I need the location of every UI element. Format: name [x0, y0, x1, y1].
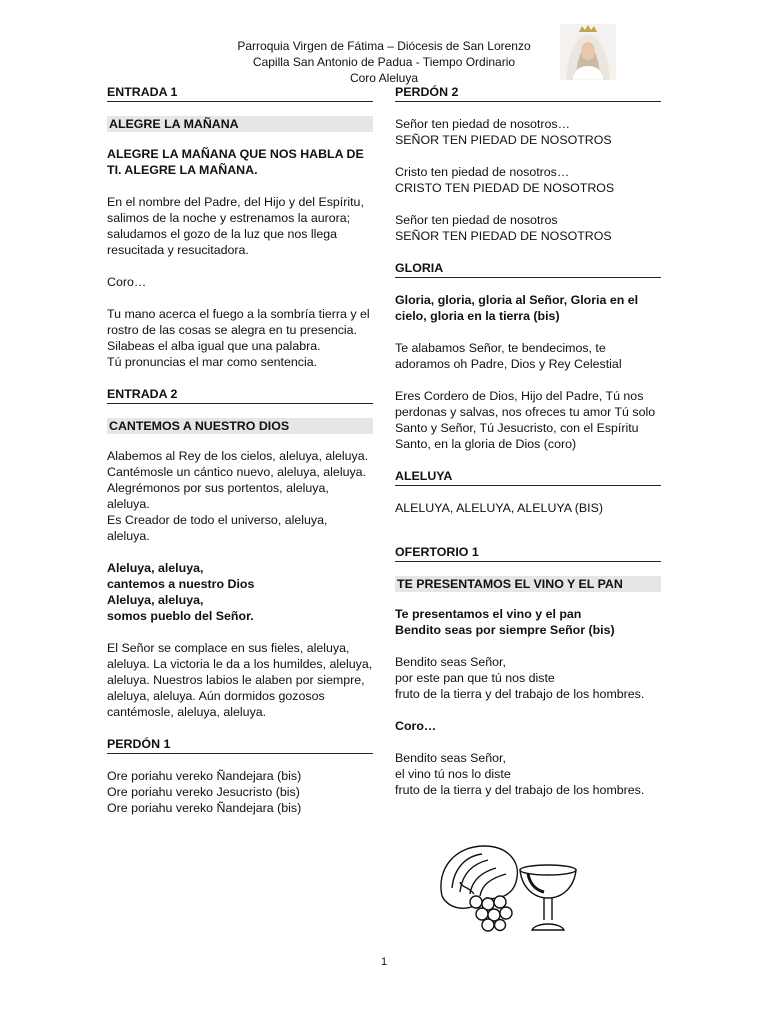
verse-line: Tu mano acerca el fuego a la sombría tierra y el rostro de las cosas se alegra en tu presencia.: [107, 307, 370, 337]
verse-line: Bendito seas Señor,: [395, 751, 506, 765]
verse-block: [107, 768, 373, 816]
verse-text: ALELUYA, ALELUYA, ALELUYA (BIS): [395, 501, 603, 515]
verse-line: Silabeas el alba igual que una palabra.: [107, 339, 321, 353]
song-title-te-presentamos: TE PRESENTAMOS EL VINO Y EL PAN: [395, 576, 661, 592]
verse-line: el vino tú nos lo diste: [395, 767, 511, 781]
verse-text: Eres Cordero de Dios, Hijo del Padre, Tú nos perdonas y salvas, nos ofreces tu amor Tú solo Santo y Señor, Tú Jesucristo, con el Espíritu Santo, en la gloria de Dios (coro): [395, 389, 656, 451]
song-title-alegre-la-manana: ALEGRE LA MAÑANA: [107, 116, 373, 132]
chorus-line: Bendito seas por siempre Señor (bis): [395, 623, 615, 637]
coro-marker: Coro…: [107, 275, 147, 289]
verse-line: Cristo ten piedad de nosotros…: [395, 165, 570, 179]
verse-line: CRISTO TEN PIEDAD DE NOSOTROS: [395, 181, 615, 195]
verse-line: fruto de la tierra y del trabajo de los hombres.: [395, 783, 645, 797]
section-heading-perdon-1: PERDÓN 1: [107, 736, 373, 754]
page-header: [200, 38, 568, 86]
verse-line: Ore poriahu vereko Ñandejara (bis): [107, 769, 302, 783]
header-parish: Parroquia Virgen de Fátima – Diócesis de San Lorenzo: [237, 39, 531, 53]
section-heading-aleluya: ALELUYA: [395, 468, 661, 486]
verse-line: Alegrémonos por sus portentos, aleluya, aleluya.: [107, 481, 329, 511]
verse-line: Ore poriahu vereko Jesucristo (bis): [107, 785, 300, 799]
verse-text: En el nombre del Padre, del Hijo y del Espíritu, salimos de la noche y estrenamos la aurora; saludamos el gozo de la luz que nos llega resucitada y resucitadora.: [107, 195, 364, 257]
verse-text: Te alabamos Señor, te bendecimos, te adoramos oh Padre, Dios y Rey Celestial: [395, 341, 622, 371]
verse-line: Bendito seas Señor,: [395, 655, 506, 669]
section-heading-ofertorio-1: OFERTORIO 1: [395, 544, 661, 562]
coro-marker: Coro…: [395, 719, 437, 733]
verse-line: Tú pronuncias el mar como sentencia.: [107, 355, 318, 369]
header-chapel: Capilla San Antonio de Padua - Tiempo Ordinario: [252, 55, 516, 69]
verse-block: [395, 164, 661, 196]
verse-block: [395, 654, 661, 702]
verse-line: por este pan que tú nos diste: [395, 671, 555, 685]
left-column: [107, 84, 373, 832]
section-heading-perdon-2: PERDÓN 2: [395, 84, 661, 102]
verse-block: [395, 750, 661, 798]
chorus-text: ALEGRE LA MAÑANA QUE NOS HABLA DE TI. ALEGRE LA MAÑANA.: [107, 147, 364, 177]
chorus-line: Aleluya, aleluya,: [107, 561, 204, 575]
verse-line: Ore poriahu vereko Ñandejara (bis): [107, 801, 302, 815]
verse-line: Señor ten piedad de nosotros: [395, 213, 558, 227]
chorus-block: [395, 606, 661, 638]
right-column: [395, 84, 661, 814]
verse-block: [395, 212, 661, 244]
chorus-line: cantemos a nuestro Dios: [107, 577, 255, 591]
chorus-line: Aleluya, aleluya,: [107, 593, 204, 607]
header-choir: Coro Aleluya: [349, 71, 419, 85]
verse-line: SEÑOR TEN PIEDAD DE NOSOTROS: [395, 229, 612, 243]
page-number: 1: [380, 956, 388, 968]
chorus-text: Gloria, gloria, gloria al Señor, Gloria en el cielo, gloria en la tierra (bis): [395, 293, 639, 323]
verse-line: Cantémosle un cántico nuevo, aleluya, aleluya.: [107, 465, 366, 479]
chorus-line: Te presentamos el vino y el pan: [395, 607, 582, 621]
verse-block: [395, 116, 661, 148]
verse-line: fruto de la tierra y del trabajo de los hombres.: [395, 687, 645, 701]
bread-grapes-chalice-icon: [436, 838, 586, 932]
section-heading-entrada-2: ENTRADA 2: [107, 386, 373, 404]
chorus-line: somos pueblo del Señor.: [107, 609, 254, 623]
verse-block: [107, 448, 373, 544]
verse-line: Es Creador de todo el universo, aleluya, aleluya.: [107, 513, 328, 543]
verse-line: SEÑOR TEN PIEDAD DE NOSOTROS: [395, 133, 612, 147]
verse-text: El Señor se complace en sus fieles, aleluya, aleluya. La victoria le da a los humildes, aleluya, aleluya. Nuestros labios le alaben por siempre, aleluya, aleluya. Aún dormidos gozosos cantémosle, aleluya, aleluya.: [107, 641, 373, 719]
verse-line: Alabemos al Rey de los cielos, aleluya, aleluya.: [107, 449, 369, 463]
section-heading-gloria: GLORIA: [395, 260, 661, 278]
section-heading-entrada-1: ENTRADA 1: [107, 84, 373, 102]
verse-block: [107, 306, 373, 370]
virgin-mary-portrait-icon: [560, 24, 616, 80]
song-title-cantemos: CANTEMOS A NUESTRO DIOS: [107, 418, 373, 434]
chorus-block: [107, 560, 373, 624]
verse-line: Señor ten piedad de nosotros…: [395, 117, 570, 131]
